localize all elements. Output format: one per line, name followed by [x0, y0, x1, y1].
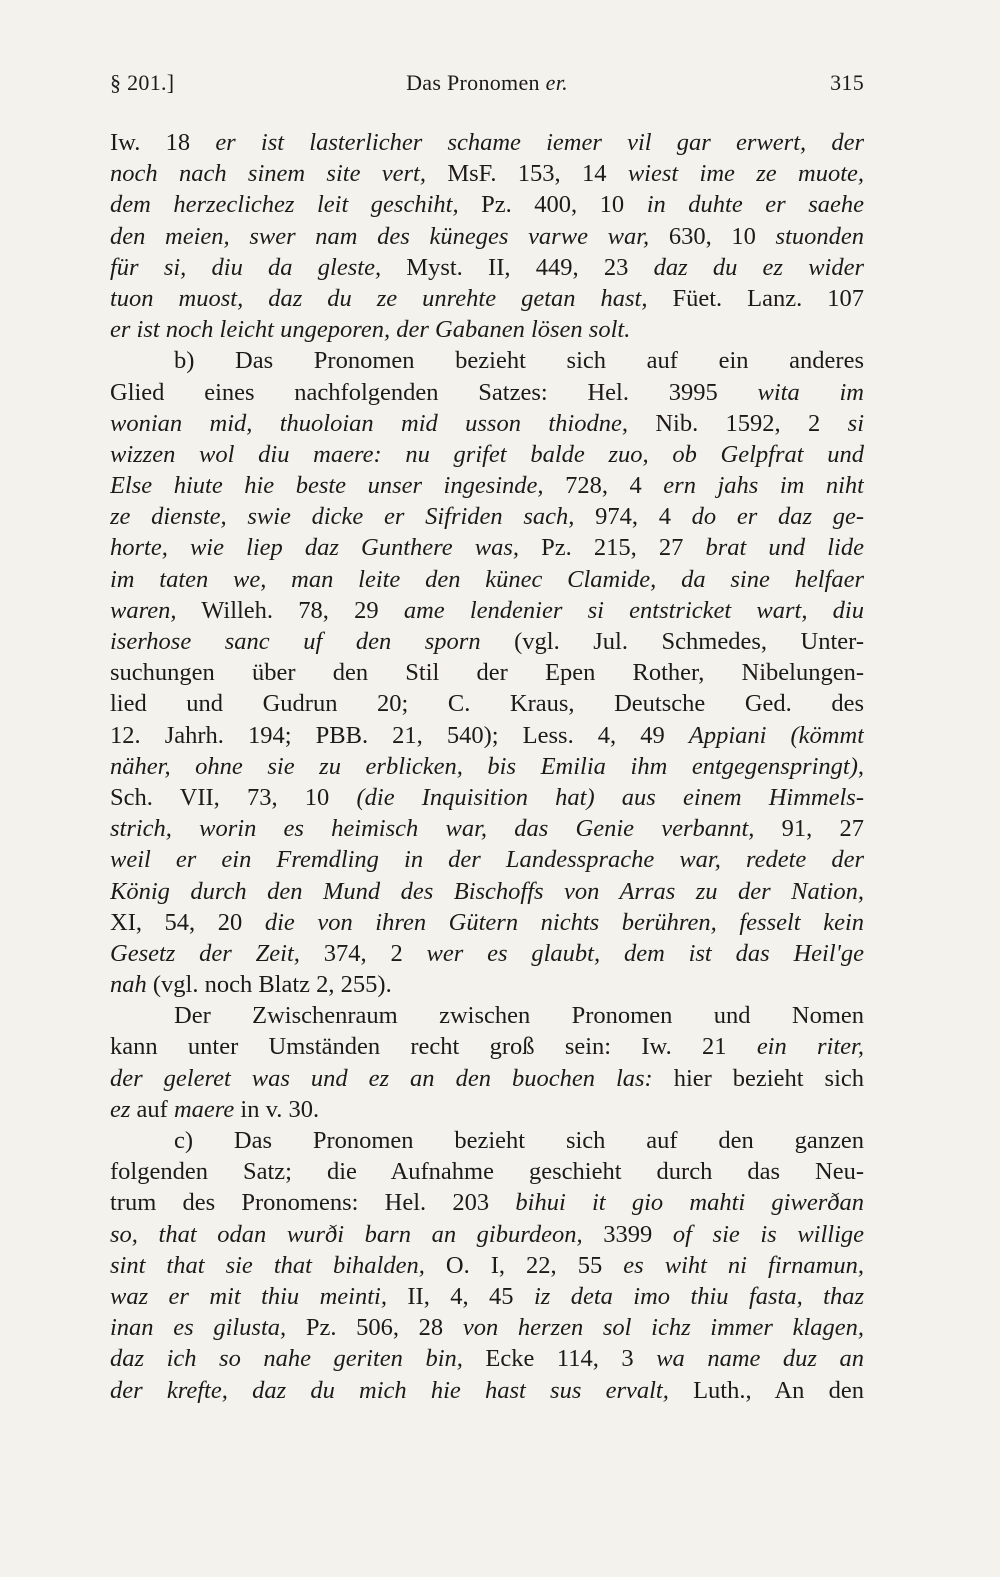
- text-line: [110, 595, 864, 626]
- text-line: [110, 751, 864, 782]
- text-segment: 3399: [582, 1220, 673, 1248]
- italic-quotation: ame lendenier si entstricket wart, diu: [403, 596, 864, 624]
- text-segment: auf: [130, 1095, 174, 1123]
- text-line: [110, 1219, 864, 1250]
- text-segment: Iw. 18: [110, 129, 216, 156]
- text-segment: Willeh. 78, 29: [176, 596, 404, 624]
- text-line: [110, 1031, 864, 1062]
- italic-quotation: Else hiute hie beste unser ingesinde,: [110, 472, 544, 500]
- text-segment: suchungen über den Stil der Epen Rother, Nibelungen-: [110, 659, 864, 687]
- italic-quotation: inan es gilusta,: [110, 1314, 287, 1342]
- italic-quotation: Appiani (kömmt: [688, 721, 864, 749]
- text-line: [110, 377, 864, 408]
- page-number: 315: [830, 70, 864, 95]
- italic-quotation: tuon muost, daz du ze unrehte getan hast,: [110, 284, 648, 312]
- italic-quotation: bihui it gio mahti giwerðan: [515, 1189, 864, 1217]
- italic-quotation: wer es glaubt, dem ist das Heil'ge: [426, 939, 864, 967]
- italic-quotation: von herzen sol ichz immer klagen,: [462, 1314, 864, 1342]
- italic-quotation: wa name duz an: [656, 1345, 864, 1373]
- text-line: [110, 1000, 864, 1031]
- text-line: [110, 813, 864, 844]
- italic-quotation: es wiht ni firnamun,: [623, 1251, 864, 1279]
- italic-quotation: daz du ez wider: [653, 253, 864, 281]
- italic-quotation: der geleret was und ez an den buochen las:: [110, 1064, 653, 1092]
- text-segment: (vgl. noch Blatz 2, 255).: [146, 971, 392, 999]
- italic-quotation: daz ich so nahe geriten bin,: [110, 1345, 463, 1373]
- text-line: [110, 720, 864, 751]
- text-line: [110, 532, 864, 563]
- section-reference: § 201.]: [110, 70, 175, 95]
- text-line: [110, 1063, 864, 1094]
- text-line: [110, 782, 864, 813]
- text-segment: Luth., An den: [668, 1376, 864, 1404]
- text-line: [110, 1250, 864, 1281]
- italic-quotation: so, that odan wurði barn an giburdeon,: [110, 1220, 583, 1248]
- text-line: [110, 345, 864, 376]
- text-segment: Füet. Lanz. 107: [647, 284, 864, 312]
- text-line: [110, 1375, 864, 1406]
- text-segment: in v. 30.: [234, 1095, 320, 1123]
- italic-quotation: nah: [110, 971, 147, 999]
- italic-quotation: er ist noch leicht ungeporen, der Gabanen lösen solt.: [110, 316, 631, 344]
- italic-quotation: wiest ime ze muote,: [627, 160, 864, 188]
- text-segment: hier bezieht sich: [652, 1064, 864, 1092]
- body-text: [110, 127, 864, 1406]
- running-header: [110, 70, 864, 104]
- text-line: [110, 626, 864, 657]
- text-line: [110, 252, 864, 283]
- italic-quotation: do er daz ge-: [691, 503, 864, 531]
- text-segment: trum des Pronomens: Hel. 203: [110, 1189, 516, 1217]
- italic-quotation: stuonden: [775, 222, 864, 250]
- text-line: [110, 314, 864, 345]
- italic-quotation: waren,: [110, 596, 177, 624]
- text-line: [110, 1156, 864, 1187]
- text-line: [110, 876, 864, 907]
- text-line: [110, 1125, 864, 1156]
- italic-quotation: weil er ein Fremdling in der Landessprache war, redete der: [110, 846, 864, 874]
- text-line: [110, 1343, 864, 1374]
- text-line: [110, 221, 864, 252]
- italic-quotation: den meien, swer nam des küneges varwe war,: [110, 222, 650, 250]
- text-segment: 974, 4: [574, 503, 692, 531]
- text-segment: II, 4, 45: [386, 1282, 534, 1310]
- text-line: [110, 283, 864, 314]
- text-segment: 630, 10: [649, 222, 776, 250]
- text-line: [110, 189, 864, 220]
- text-line: [110, 907, 864, 938]
- italic-quotation: ze dienste, swie dicke er Sifriden sach,: [110, 503, 575, 531]
- text-segment: MsF. 153, 14: [426, 160, 628, 188]
- text-segment: XI, 54, 20: [110, 908, 265, 936]
- italic-quotation: wonian mid, thuoloian mid usson thiodne,: [110, 409, 628, 437]
- text-segment: kann unter Umständen recht groß sein: Iw. 21: [110, 1033, 757, 1061]
- italic-quotation: maere: [173, 1095, 235, 1123]
- italic-quotation: sint that sie that bihalden,: [110, 1251, 425, 1279]
- running-title-plain: Das Pronomen: [406, 70, 546, 95]
- italic-quotation: noch nach sinem site vert,: [110, 160, 426, 188]
- italic-quotation: si: [847, 409, 864, 437]
- text-line: [110, 501, 864, 532]
- text-segment: c) Das Pronomen bezieht sich auf den ganzen: [174, 1127, 864, 1154]
- italic-quotation: waz er mit thiu meinti,: [110, 1282, 387, 1310]
- text-line: [110, 657, 864, 688]
- text-line: [110, 470, 864, 501]
- text-line: [110, 158, 864, 189]
- text-segment: Ecke 114, 3: [462, 1345, 657, 1373]
- text-line: [110, 938, 864, 969]
- text-segment: Nib. 1592, 2: [627, 409, 848, 437]
- text-line: [110, 1281, 864, 1312]
- italic-quotation: ern jahs im niht: [663, 472, 864, 500]
- italic-quotation: dem herzeclichez leit geschiht,: [110, 191, 459, 219]
- italic-quotation: ein riter,: [756, 1033, 864, 1061]
- text-segment: Glied eines nachfolgenden Satzes: Hel. 3995: [110, 378, 758, 406]
- text-segment: (vgl. Jul. Schmedes, Unter-: [480, 628, 864, 655]
- text-segment: Sch. VII, 73, 10: [110, 783, 357, 811]
- italic-quotation: wizzen wol diu maere: nu grifet balde zuo, ob Gelpfrat und: [110, 440, 864, 468]
- text-segment: 12. Jahrh. 194; PBB. 21, 540); Less. 4, 49: [110, 721, 689, 749]
- running-title: [110, 70, 864, 96]
- text-line: [110, 127, 864, 158]
- text-line: [110, 564, 864, 595]
- italic-quotation: Gesetz der Zeit,: [110, 939, 300, 967]
- italic-quotation: näher, ohne sie zu erblicken, bis Emilia ihm entgegenspringt),: [110, 752, 864, 780]
- text-line: [110, 1187, 864, 1218]
- italic-quotation: iz deta imo thiu fasta, thaz: [533, 1282, 864, 1310]
- text-segment: Der Zwischenraum zwischen Pronomen und Nomen: [174, 1002, 864, 1030]
- italic-quotation: die von ihren Gütern nichts berühren, fesselt kein: [264, 908, 864, 936]
- text-line: [110, 1312, 864, 1343]
- italic-quotation: iserhose sanc uf den sporn: [110, 628, 481, 655]
- italic-quotation: er ist lasterlicher schame iemer vil gar erwert, der: [215, 129, 864, 156]
- italic-quotation: König durch den Mund des Bischoffs von Arras zu der Nation,: [110, 877, 864, 905]
- running-title-italic: er.: [545, 70, 568, 95]
- text-segment: 91, 27: [754, 815, 864, 843]
- text-segment: Pz. 215, 27: [519, 534, 706, 562]
- text-segment: folgenden Satz; die Aufnahme geschieht durch das Neu-: [110, 1158, 864, 1186]
- text-line: [110, 969, 864, 1000]
- italic-quotation: strich, worin es heimisch war, das Genie verbannt,: [110, 815, 755, 843]
- text-segment: lied und Gudrun 20; C. Kraus, Deutsche Ged. des: [110, 690, 864, 718]
- italic-quotation: (die Inquisition hat) aus einem Himmels-: [356, 783, 864, 811]
- text-segment: Myst. II, 449, 23: [381, 253, 654, 281]
- text-line: [110, 408, 864, 439]
- italic-quotation: wita im: [757, 378, 864, 406]
- italic-quotation: im taten we, man leite den künec Clamide, da sine helfaer: [110, 565, 864, 593]
- text-line: [110, 1094, 864, 1125]
- text-segment: 728, 4: [543, 472, 664, 500]
- text-line: [110, 439, 864, 470]
- italic-quotation: horte, wie liep daz Gunthere was,: [110, 534, 520, 562]
- text-segment: O. I, 22, 55: [424, 1251, 624, 1279]
- text-segment: Pz. 506, 28: [286, 1314, 463, 1342]
- italic-quotation: für si, diu da gleste,: [110, 253, 382, 281]
- text-line: [110, 844, 864, 875]
- text-segment: Pz. 400, 10: [458, 191, 647, 219]
- italic-quotation: brat und lide: [705, 534, 864, 562]
- italic-quotation: ez: [110, 1095, 131, 1123]
- text-segment: 374, 2: [299, 939, 427, 967]
- italic-quotation: of sie is willige: [672, 1220, 864, 1248]
- italic-quotation: in duhte er saehe: [646, 191, 864, 219]
- text-segment: b) Das Pronomen bezieht sich auf ein anderes: [174, 347, 864, 375]
- italic-quotation: der krefte, daz du mich hie hast sus ervalt,: [110, 1376, 669, 1404]
- text-line: [110, 688, 864, 719]
